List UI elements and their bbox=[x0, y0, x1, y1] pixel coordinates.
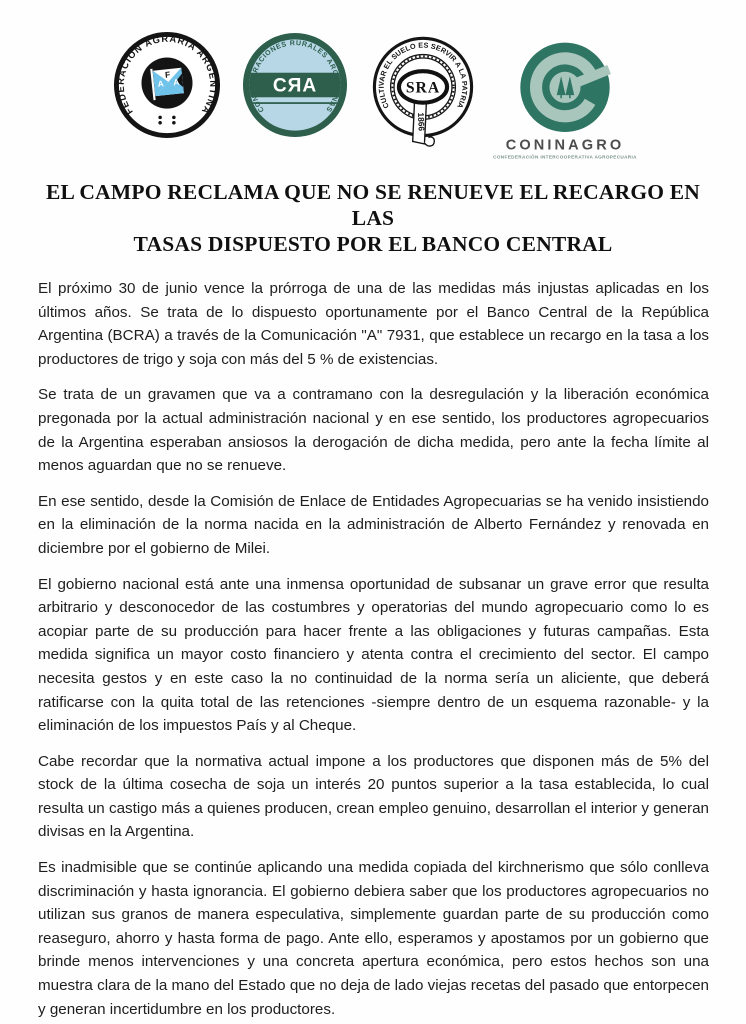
cra-acronym: CЯA bbox=[272, 75, 318, 97]
svg-text:1866: 1866 bbox=[416, 112, 427, 132]
faa-rim-text: FEDERACION AGRARIA ARGENTINA bbox=[115, 33, 219, 117]
coninagro-subtitle: CONFEDERACIÓN INTERCOOPERATIVA AGROPECUARIA bbox=[493, 154, 637, 160]
svg-text:A: A bbox=[157, 78, 165, 89]
svg-text:A: A bbox=[172, 76, 180, 88]
coninagro-wordmark: CONINAGRO bbox=[505, 137, 625, 154]
paragraph-6: Es inadmisible que se continúe aplicando una medida copiada del kirchnerismo que sólo conlleva discriminación y hasta ignorancia. El gobierno debiera saber que los productores agropecuarios no utilizan sus granos de manera especulativa, simplemente guardan parte de su producción como reaseguro, ahorro y hasta forma de pago. Ante ello, esperamos y apostamos por un gobierno que brinde menos intervenciones y una concreta apertura económica, pero estos hechos son una muestra clara de la mano del Estado que no deja de lado viejas recetas del pasado que entorpecen y generan incertidumbre en los productores. bbox=[38, 859, 709, 1018]
title-line-1: EL CAMPO RECLAMA QUE NO SE RENUEVE EL RECARGO EN LAS bbox=[45, 180, 701, 230]
title-line-2: TASAS DISPUESTO POR EL BANCO CENTRAL bbox=[133, 232, 613, 256]
faa-logo bbox=[113, 31, 221, 139]
paragraph-5: Cabe recordar que la normativa actual impone a los productores que disponen más de 5% del stock de la última cosecha de soja un interés 20 puntos superior a la tasa establecida, lo cual resulta un castigo más a quienes producen, crean empleo genuino, desarrollan el interior y generan divisas en la Argentina. bbox=[38, 752, 709, 841]
document-title bbox=[32, 179, 714, 257]
cra-rim-text: CONFEDERACIONES RURALES ARGENTINAS bbox=[250, 40, 340, 114]
paragraph-3: En ese sentido, desde la Comisión de Enlace de Entidades Agropecuarias se ha venido insistiendo en la eliminación de la norma nacida en la administración de Alberto Fernández y renovada en diciembre por el gobierno de Milei. bbox=[38, 492, 709, 557]
header-logos bbox=[0, 0, 746, 169]
svg-text:F: F bbox=[164, 69, 171, 80]
paragraph-4: El gobierno nacional está ante una inmensa oportunidad de subsanar un grave error que resulta arbitrario y desconocedor de las costumbres y operatorias del mundo agropecuario como lo es acopiar parte de su producción para hacer frente a las obligaciones y futuras campañas. Esta medida significa un mayor costo financiero y atenta contra el crecimiento del sector. El campo necesita gestos y en este caso la no continuidad de la norma sería un aliciente, que deberá ratificarse con la quita total de las retenciones -siempre dentro de un esquema razonable- y la eliminación de los impuestos País y al Cheque. bbox=[38, 575, 709, 735]
paragraph-1: El próximo 30 de junio vence la prórroga de una de las medidas más injustas aplicadas en los últimos años. Se trata de lo dispuesto oportunamente por el Banco Central de la República Argentina (BCRA) a través de la Comunicación "A" 7931, que establece un recargo en la tasa a los productores de trigo y soja con más del 5 % de existencias. bbox=[38, 280, 709, 368]
paragraph-2: Se trata de un gravamen que va a contramano con la desregulación y la liberación económica pregonada por la actual administración nacional y en ese sentido, los productores agropecuarios de la Argentina esperaban ansiosos la derogación de dicha medida, pero ante la fecha límite al menos aguardan que no se renueve. bbox=[38, 386, 709, 475]
cra-logo bbox=[241, 31, 349, 139]
document-body bbox=[0, 277, 746, 1021]
sra-acronym: SRA bbox=[405, 79, 441, 97]
sra-rim-text: CULTIVAR EL SUELO ES SERVIR A LA PATRIA bbox=[376, 40, 470, 110]
sra-logo bbox=[369, 31, 477, 155]
coninagro-logo bbox=[493, 31, 637, 167]
